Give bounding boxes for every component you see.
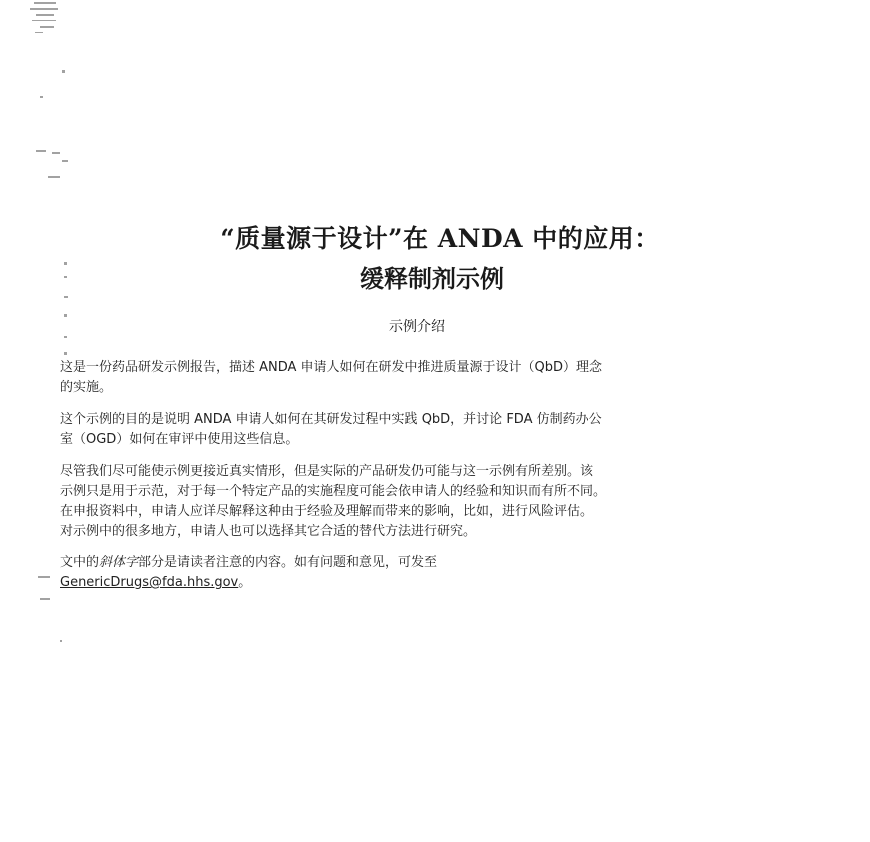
paragraph-1-line-1: 这是一份药品研发示例报告，描述 ANDA 申请人如何在研发中推进质量源于设计（QbD）理念 [60, 360, 603, 375]
contact-email-link[interactable]: GenericDrugs@fda.hhs.gov [60, 575, 239, 590]
paragraph-2 [60, 410, 800, 450]
document-title [0, 222, 870, 296]
title-line-2: 缓释制剂示例 [360, 264, 504, 293]
paragraph-3-line-2: 示例只是用于示范，对于每一个特定产品的实施程度可能会依申请人的经验和知识而有所不同。 [60, 484, 607, 499]
paragraph-2-line-1: 这个示例的目的是说明 ANDA 申请人如何在其研发过程中实践 QbD，并讨论 FDA 仿制药办公 [60, 412, 602, 427]
paragraph-4-text-before: 文中的 [60, 555, 100, 570]
paragraph-1-line-2: 的实施。 [60, 380, 113, 395]
paragraph-4-line-2 [60, 573, 800, 593]
paragraph-3 [60, 462, 800, 542]
paragraph-2-line-2: 室（OGD）如何在审评中使用这些信息。 [60, 432, 299, 447]
paragraph-4 [60, 553, 800, 593]
title-line-1: “质量源于设计”在 ANDA 中的应用： [220, 224, 660, 253]
email-suffix: 。 [238, 575, 252, 590]
paragraph-3-line-1: 尽管我们尽可能使示例更接近真实情形，但是实际的产品研发仍可能与这一示例有所差别。该 [60, 464, 594, 479]
paragraph-4-line-1 [60, 553, 800, 573]
paragraph-3-line-3: 在申报资料中，申请人应详尽解释这种由于经验及理解而带来的影响，比如，进行风险评估。 [60, 504, 594, 519]
italic-emphasis: 斜体字 [99, 555, 139, 570]
intro-heading: 示例介绍 [389, 319, 445, 335]
paragraph-1 [60, 358, 800, 398]
paragraph-4-text-after: 部分是请读者注意的内容。如有问题和意见，可发至 [138, 555, 438, 570]
paragraph-3-line-4: 对示例中的很多地方，申请人也可以选择其它合适的替代方法进行研究。 [60, 524, 477, 539]
